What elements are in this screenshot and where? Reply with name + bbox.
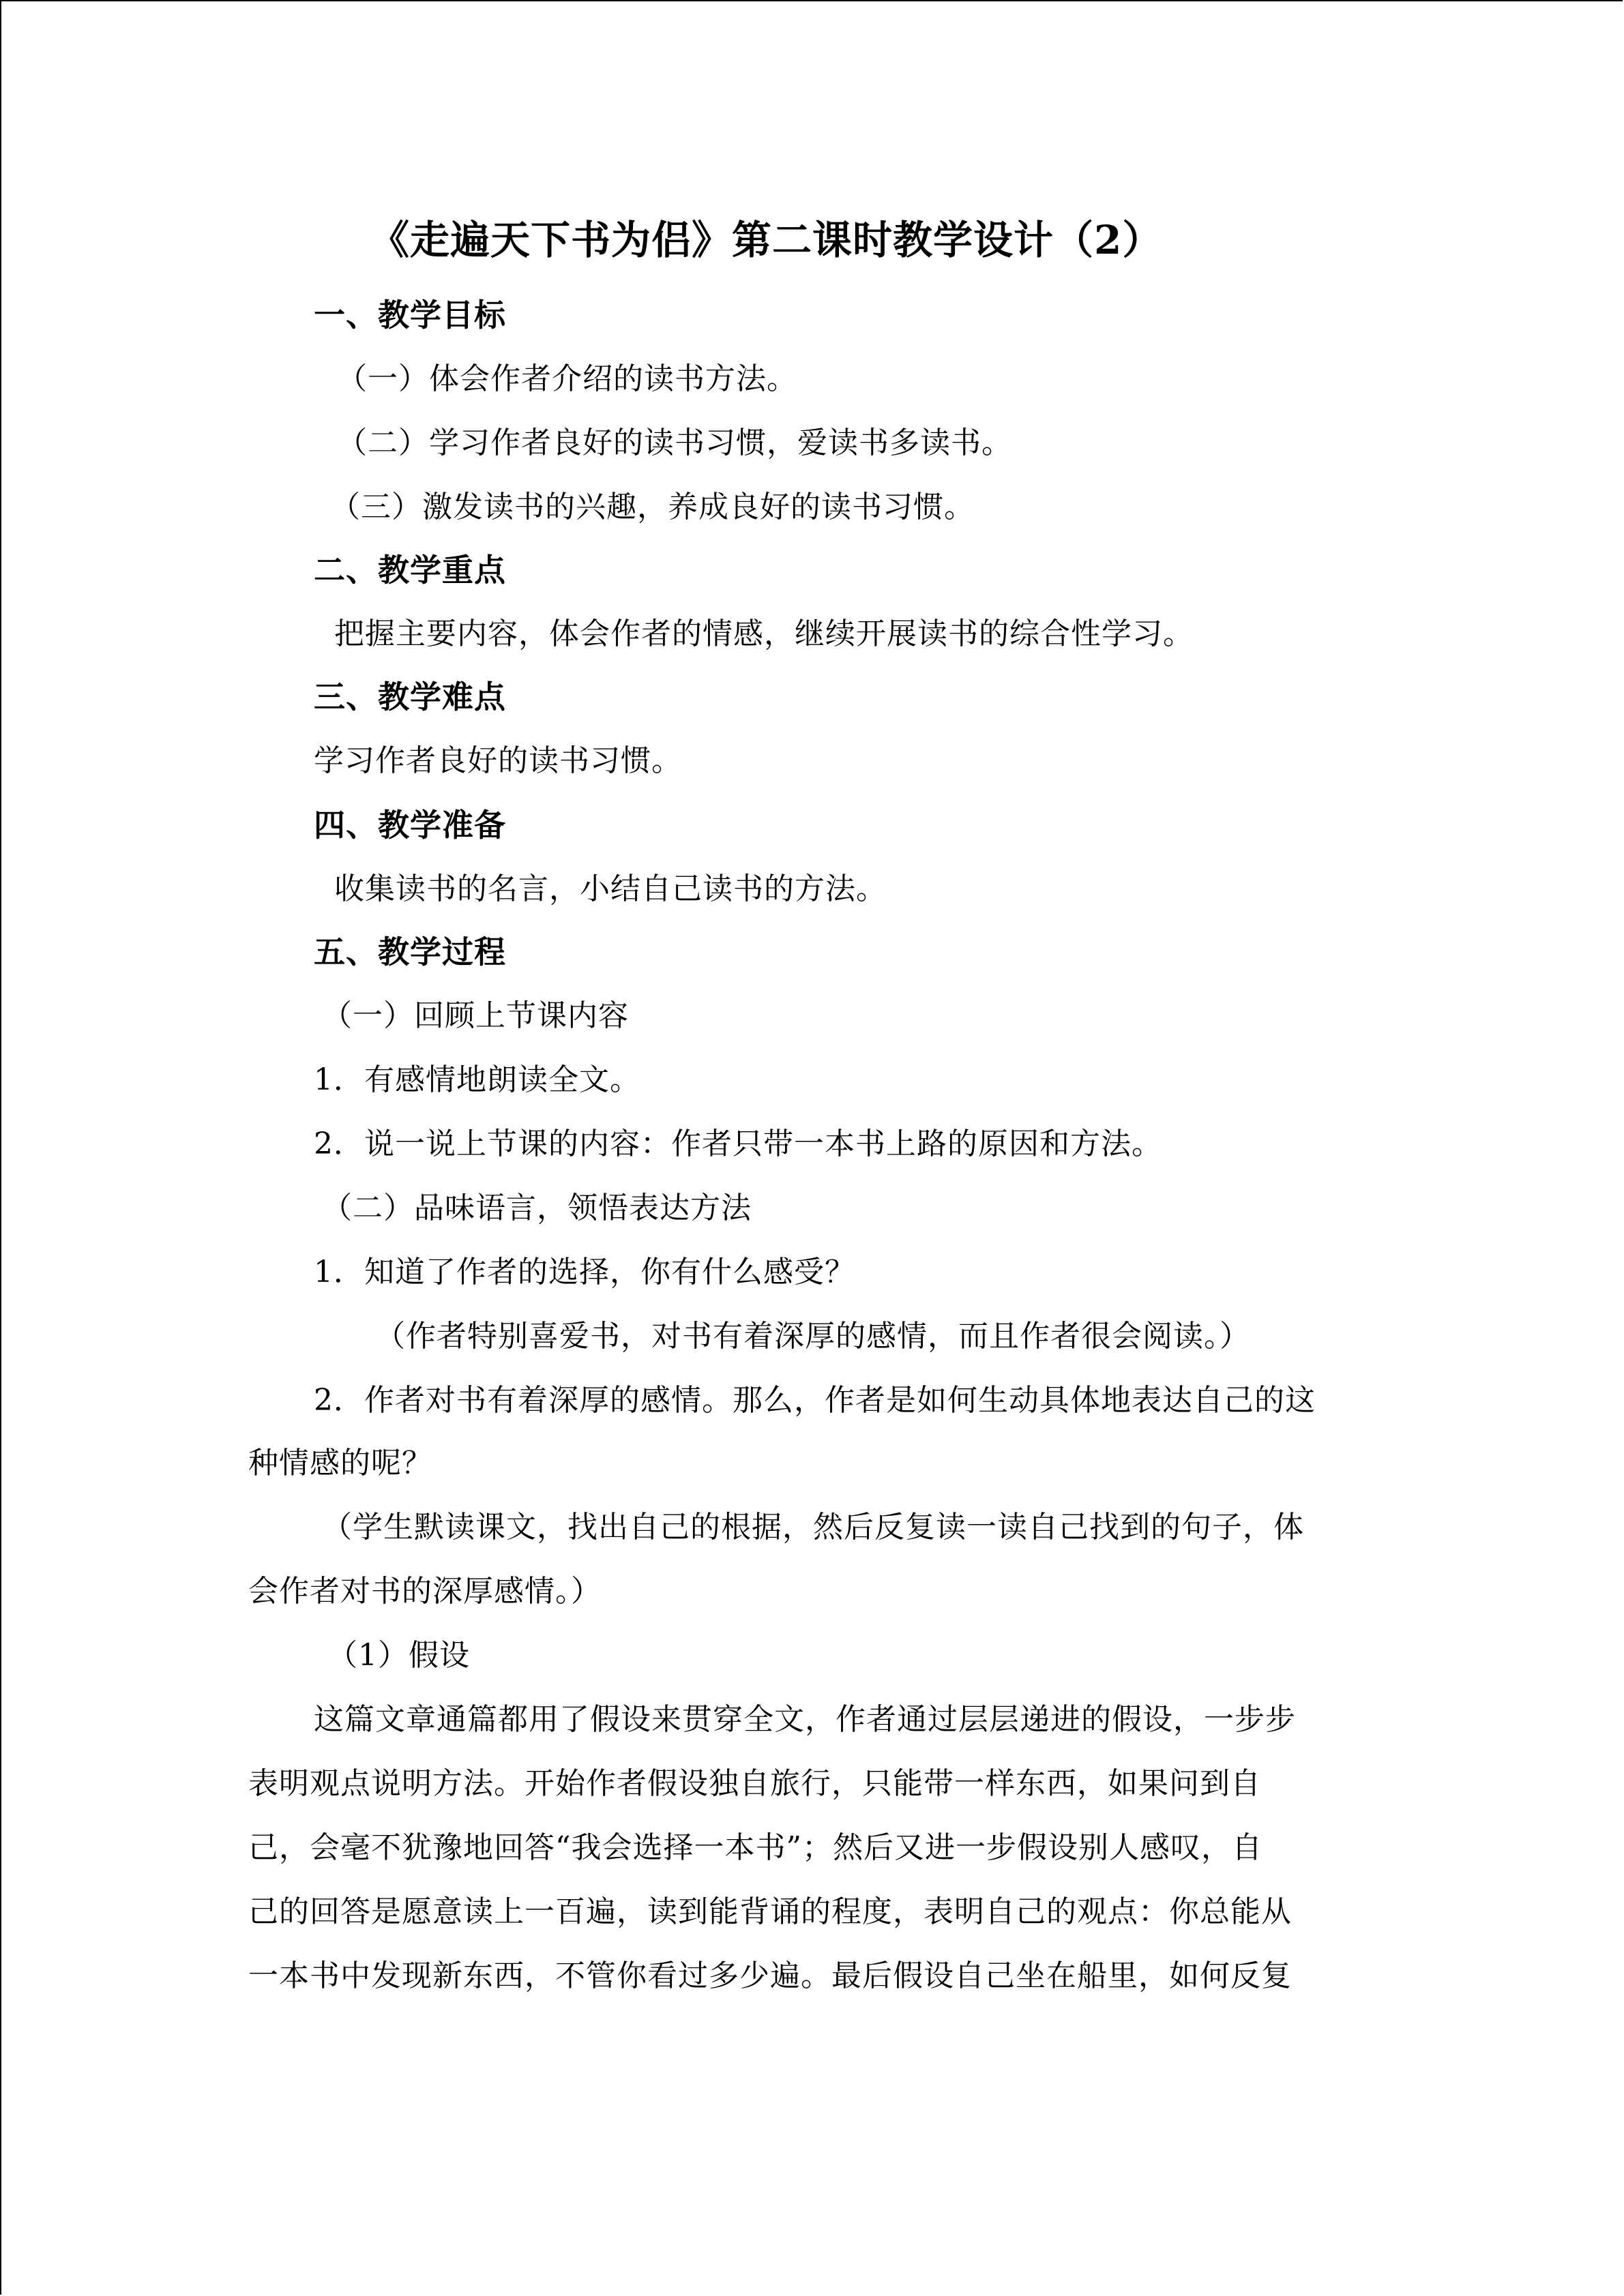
goal-item: （二）学习作者良好的读书习惯，爱读书多读书。 <box>337 426 1012 460</box>
section-heading-goals: 一、教学目标 <box>314 297 506 333</box>
difficulties-text: 学习作者良好的读书习惯。 <box>314 743 682 778</box>
goal-item: （一）体会作者介绍的读书方法。 <box>337 361 797 396</box>
section-heading-preparation: 四、教学准备 <box>314 807 506 844</box>
preparation-text: 收集读书的名言，小结自己读书的方法。 <box>334 871 887 906</box>
section-heading-key-points: 二、教学重点 <box>314 552 506 588</box>
process-question: 2．作者对书有着深厚的感情。那么，作者是如何生动具体地表达自己的这 <box>314 1383 1316 1418</box>
page-title: 《走遍天下书为侣》第二课时教学设计（2） <box>370 217 1163 263</box>
process-part1-heading: （一）回顾上节课内容 <box>322 998 629 1033</box>
process-subheading: （1）假设 <box>327 1638 470 1673</box>
process-part2-heading: （二）品味语言，领悟表达方法 <box>322 1191 752 1225</box>
section-heading-process: 五、教学过程 <box>314 934 506 970</box>
process-part1-item: 1．有感情地朗读全文。 <box>314 1062 640 1097</box>
process-question: 1．知道了作者的选择，你有什么感受？ <box>314 1255 855 1289</box>
paragraph-line: 己的回答是愿意读上一百遍，读到能背诵的程度，表明自己的观点：你总能从 <box>248 1894 1292 1929</box>
process-answer: （作者特别喜爱书，对书有着深厚的感情，而且作者很会阅读。） <box>375 1319 1250 1354</box>
paragraph-line: 己，会毫不犹豫地回答“我会选择一本书”；然后又进一步假设别人感叹，自 <box>248 1830 1263 1865</box>
paragraph-line: 表明观点说明方法。开始作者假设独自旅行，只能带一样东西，如果问到自 <box>248 1766 1261 1801</box>
goal-item: （三）激发读书的兴趣，养成良好的读书习惯。 <box>330 490 975 524</box>
section-heading-difficulties: 三、教学难点 <box>314 679 506 715</box>
process-question: 种情感的呢？ <box>248 1446 432 1480</box>
process-answer: 会作者对书的深厚感情。） <box>248 1574 602 1609</box>
key-points-text: 把握主要内容，体会作者的情感，继续开展读书的综合性学习。 <box>334 616 1194 651</box>
paragraph-line: 这篇文章通篇都用了假设来贯穿全文，作者通过层层递进的假设，一步步 <box>314 1702 1296 1737</box>
paragraph-line: 一本书中发现新东西，不管你看过多少遍。最后假设自己坐在船里，如何反复 <box>248 1958 1292 1993</box>
process-part1-item: 2．说一说上节课的内容：作者只带一本书上路的原因和方法。 <box>314 1127 1162 1161</box>
process-answer: （学生默读课文，找出自己的根据，然后反复读一读自己找到的句子，体 <box>322 1510 1304 1545</box>
